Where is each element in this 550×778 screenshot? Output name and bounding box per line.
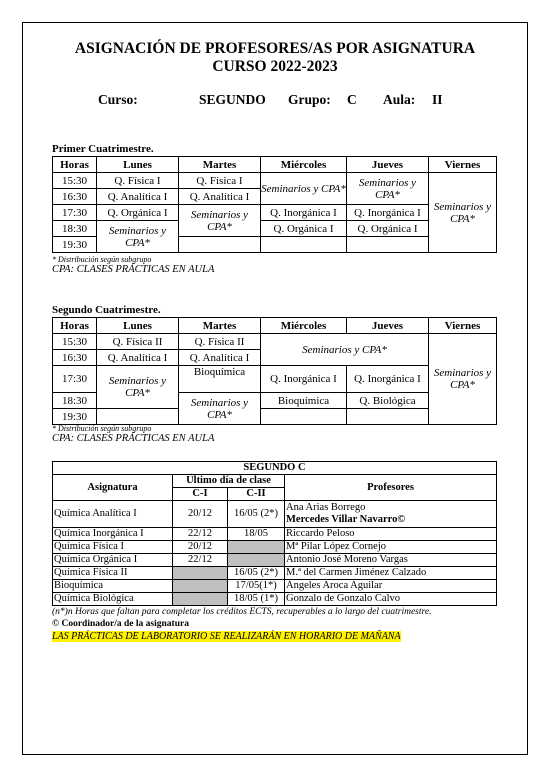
page-title: ASIGNACIÓN DE PROFESORES/AS POR ASIGNATURA xyxy=(74,40,476,57)
subject-cell: Química Física II xyxy=(53,567,173,580)
coordinator-name: Mercedes Villar Navarro© xyxy=(286,514,406,525)
empty-cell xyxy=(347,237,429,253)
second-semester-heading: Segundo Cuatrimestre. xyxy=(52,304,161,316)
hour-cell: 16:30 xyxy=(53,189,97,205)
class-cell: Q. Física I xyxy=(179,173,261,189)
professor-cell: Ángeles Aroca Aguilar xyxy=(285,580,497,593)
class-cell: Q. Orgánica I xyxy=(347,221,429,237)
subject-cell: Química Biológica xyxy=(53,593,173,606)
header-lunes: Lunes xyxy=(97,157,179,173)
professor-cell: Gonzalo de Gonzalo Calvo xyxy=(285,593,497,606)
class-cell: Seminarios y CPA* xyxy=(179,393,261,425)
class-cell: Seminarios y CPA* xyxy=(97,221,179,253)
hour-cell: 16:30 xyxy=(53,350,97,366)
grupo-label: Grupo: xyxy=(288,92,331,107)
class-cell: Q. Física II xyxy=(97,334,179,350)
lab-note-text: LAS PRÁCTICAS DE LABORATORIO SE REALIZARÁN EN HORARIO DE MAÑANA xyxy=(52,631,401,642)
header-martes: Martes xyxy=(179,318,261,334)
curso-label: Curso: xyxy=(98,92,138,107)
hour-cell: 15:30 xyxy=(53,173,97,189)
date-cii-cell: 17/05(1*) xyxy=(228,580,285,593)
course-year: CURSO 2022-2023 xyxy=(212,58,338,75)
date-ci-cell: 20/12 xyxy=(173,541,228,554)
professors-table xyxy=(52,461,497,606)
header-miercoles: Miércoles xyxy=(261,318,347,334)
class-cell: Seminarios y CPA* xyxy=(179,205,261,237)
date-ci-cell xyxy=(173,580,228,593)
date-ci-cell: 22/12 xyxy=(173,528,228,541)
subject-cell: Bioquímica xyxy=(53,580,173,593)
lab-note xyxy=(52,631,401,642)
header-martes: Martes xyxy=(179,157,261,173)
date-cii-cell xyxy=(228,541,285,554)
grupo-value: C xyxy=(347,92,357,107)
aula-value: II xyxy=(432,92,443,107)
empty-cell xyxy=(261,409,347,425)
class-cell: Q. Orgánica I xyxy=(261,221,347,237)
header-cii: C-II xyxy=(228,488,285,501)
class-cell: Seminarios y CPA* xyxy=(261,173,347,205)
class-cell: Bioquímica xyxy=(179,366,261,393)
date-ci-cell: 22/12 xyxy=(173,554,228,567)
class-cell: Q. Inorgánica I xyxy=(261,366,347,393)
hour-cell: 17:30 xyxy=(53,366,97,393)
coordinator-note: © Coordinador/a de la asignatura xyxy=(52,619,189,629)
header-horas: Horas xyxy=(53,157,97,173)
class-cell: Q. Orgánica I xyxy=(97,205,179,221)
date-ci-cell xyxy=(173,593,228,606)
professor-cell: Antonio José Moreno Vargas xyxy=(285,554,497,567)
class-cell: Q. Inorgánica I xyxy=(261,205,347,221)
empty-cell xyxy=(347,409,429,425)
first-semester-schedule xyxy=(52,156,497,253)
header-miercoles: Miércoles xyxy=(261,157,347,173)
date-cii-cell: 18/05 xyxy=(228,528,285,541)
date-cii-cell xyxy=(228,554,285,567)
empty-cell xyxy=(261,237,347,253)
aula-label: Aula: xyxy=(383,92,416,107)
subject-cell: Química Analítica I xyxy=(53,501,173,528)
note-subgroup: * Distribución según subgrupo xyxy=(52,255,152,264)
class-cell: Q. Analítica I xyxy=(179,350,261,366)
empty-cell xyxy=(97,409,179,425)
header-viernes: Viernes xyxy=(429,318,497,334)
group-title: SEGUNDO C xyxy=(53,462,497,475)
class-cell: Q. Analítica I xyxy=(179,189,261,205)
subject-cell: Química Física I xyxy=(53,541,173,554)
header-jueves: Jueves xyxy=(347,157,429,173)
hour-cell: 17:30 xyxy=(53,205,97,221)
date-cii-cell: 16/05 (2*) xyxy=(228,567,285,580)
date-ci-cell: 20/12 xyxy=(173,501,228,528)
empty-cell xyxy=(179,237,261,253)
hour-cell: 15:30 xyxy=(53,334,97,350)
header-jueves: Jueves xyxy=(347,318,429,334)
class-cell: Q. Inorgánica I xyxy=(347,205,429,221)
class-cell: Seminarios y CPA* xyxy=(429,334,497,425)
class-cell: Q. Física II xyxy=(179,334,261,350)
header-lunes: Lunes xyxy=(97,318,179,334)
class-cell: Q. Analítica I xyxy=(97,189,179,205)
professor-cell: Riccardo Peloso xyxy=(285,528,497,541)
header-horas: Horas xyxy=(53,318,97,334)
class-cell: Q. Analítica I xyxy=(97,350,179,366)
header-asignatura: Asignatura xyxy=(53,475,173,501)
class-cell: Seminarios y CPA* xyxy=(97,366,179,409)
header-ci: C-I xyxy=(173,488,228,501)
hours-note: (n*)n Horas que faltan para completar los créditos ECTS, recuperables a lo largo del cuatrimestre. xyxy=(52,607,432,617)
class-cell: Q. Física I xyxy=(97,173,179,189)
subject-cell: Química Inorgánica I xyxy=(53,528,173,541)
note-cpa: CPA: CLASES PRÁCTICAS EN AULA xyxy=(52,264,215,275)
class-cell: Q. Inorgánica I xyxy=(347,366,429,393)
class-cell: Q. Biológica xyxy=(347,393,429,409)
curso-value: SEGUNDO xyxy=(199,92,266,107)
hour-cell: 18:30 xyxy=(53,393,97,409)
header-profesores: Profesores xyxy=(285,475,497,501)
note-cpa: CPA: CLASES PRÁCTICAS EN AULA xyxy=(52,433,215,444)
hour-cell: 19:30 xyxy=(53,237,97,253)
class-cell: Bioquímica xyxy=(261,393,347,409)
subject-cell: Química Orgánica I xyxy=(53,554,173,567)
header-ultimo-dia: Último día de clase xyxy=(173,475,285,488)
date-ci-cell xyxy=(173,567,228,580)
note-subgroup: * Distribución según subgrupo xyxy=(52,424,152,433)
hour-cell: 19:30 xyxy=(53,409,97,425)
header-viernes: Viernes xyxy=(429,157,497,173)
professor-cell: M.ª del Carmen Jiménez Calzado xyxy=(285,567,497,580)
class-cell: Seminarios y CPA* xyxy=(347,173,429,205)
date-cii-cell: 18/05 (1*) xyxy=(228,593,285,606)
hour-cell: 18:30 xyxy=(53,221,97,237)
first-semester-heading: Primer Cuatrimestre. xyxy=(52,143,154,155)
date-cii-cell: 16/05 (2*) xyxy=(228,501,285,528)
professor-cell: Mª Pilar López Cornejo xyxy=(285,541,497,554)
class-cell: Seminarios y CPA* xyxy=(261,334,429,366)
professor-name: Ana Arias Borrego xyxy=(286,502,366,513)
second-semester-schedule xyxy=(52,317,497,425)
professor-cell xyxy=(285,501,497,528)
class-cell: Seminarios y CPA* xyxy=(429,173,497,253)
